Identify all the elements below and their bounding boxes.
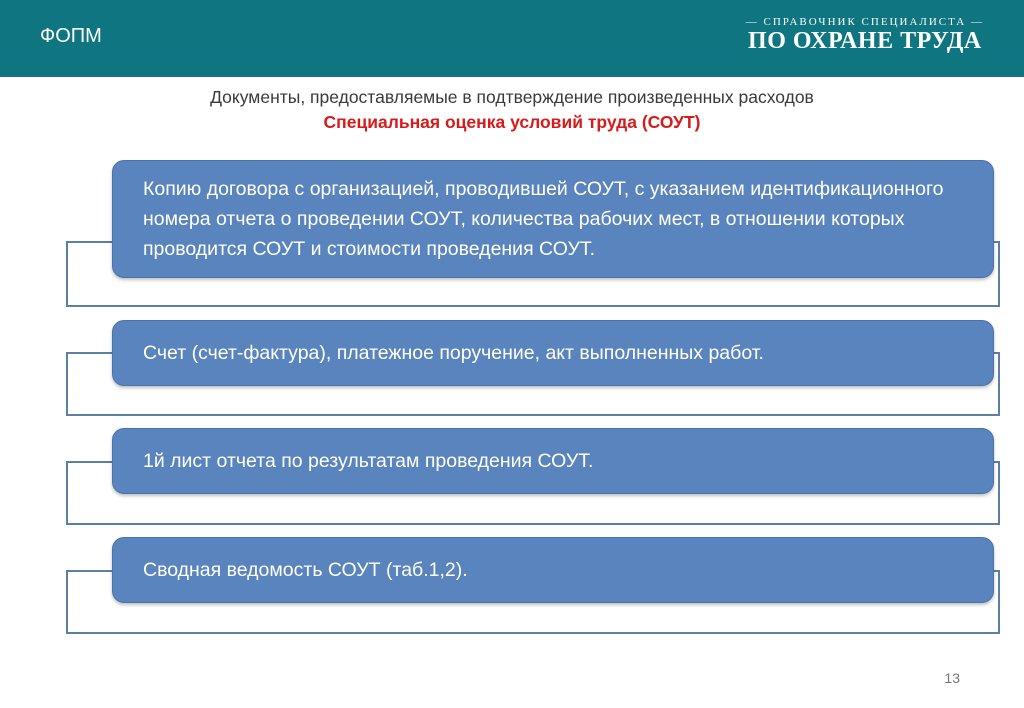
page-subtitle: Специальная оценка условий труда (СОУТ) [323, 112, 701, 132]
header-label: ФОПМ [40, 25, 102, 47]
list-item-text: Сводная ведомость СОУТ (таб.1,2). [143, 559, 468, 581]
header-bar [0, 0, 1024, 77]
brand-main-text: ПО ОХРАНЕ ТРУДА [748, 28, 982, 54]
page-title: Документы, предоставляемые в подтверждение произведенных расходов [210, 87, 814, 107]
list-item [112, 428, 994, 494]
list-item [112, 537, 994, 603]
list-item-text: 1й лист отчета по результатам проведения СОУТ. [143, 450, 594, 472]
page-number: 13 [944, 670, 960, 686]
list-item [112, 320, 994, 386]
list-item [112, 160, 994, 278]
list-item-text: Счет (счет-фактура), платежное поручение, акт выполненных работ. [143, 342, 764, 364]
brand-top-text: — СПРАВОЧНИК СПЕЦИАЛИСТА — [745, 16, 984, 28]
list-item-text: Копию договора с организацией, проводившей СОУТ, с указанием идентификационного номера отчета о проведении СОУТ, количества рабочих мест, в отношении которых проводится СОУТ и стоимости проведения СОУТ. [143, 178, 944, 260]
brand-logo [746, 16, 984, 55]
